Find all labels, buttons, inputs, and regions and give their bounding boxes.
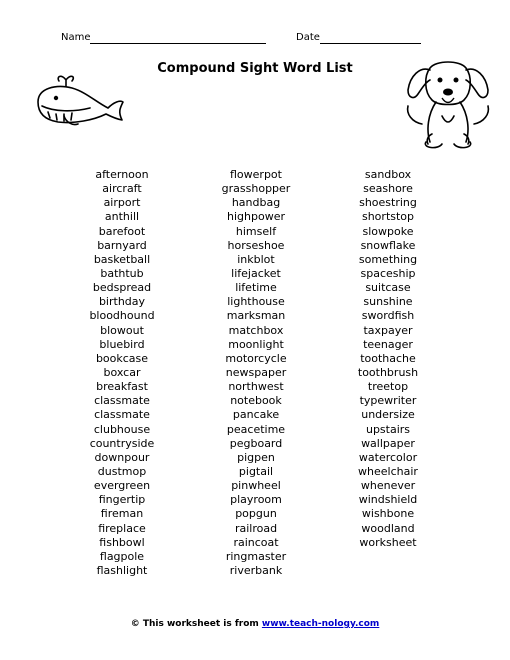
word-item: breakfast	[96, 380, 148, 394]
word-item: bookcase	[95, 351, 149, 365]
word-item: newspaper	[225, 365, 287, 379]
word-item: lifejacket	[231, 266, 281, 280]
word-item: clubhouse	[93, 422, 151, 436]
word-item: birthday	[98, 295, 146, 309]
word-item: sandbox	[364, 168, 412, 181]
word-item: shoestring	[359, 196, 417, 210]
word-item: boxcar	[103, 365, 141, 379]
word-item: bloodhound	[89, 309, 155, 323]
word-item: windshield	[358, 493, 418, 507]
word-item: bathtub	[100, 266, 144, 280]
word-item: popgun	[235, 507, 277, 521]
word-item: motorcycle	[225, 351, 287, 365]
word-item: himself	[235, 224, 277, 238]
name-label: Name	[61, 32, 91, 43]
word-item: lifetime	[235, 281, 277, 295]
word-column-1	[62, 168, 182, 578]
word-item: matchbox	[228, 323, 284, 337]
word-item: worksheet	[359, 535, 417, 549]
word-column-3	[328, 168, 448, 550]
word-item: horseshoe	[227, 238, 285, 252]
word-item: railroad	[234, 521, 278, 535]
word-item: pegboard	[229, 436, 283, 450]
footer-link[interactable]: www.teach-nology.com	[261, 619, 380, 629]
word-item: anthill	[104, 210, 140, 224]
word-item: bedspread	[92, 281, 152, 295]
word-item: spaceship	[360, 266, 416, 280]
date-label: Date	[296, 32, 320, 43]
word-item: wheelchair	[358, 464, 418, 478]
word-item: barnyard	[97, 238, 147, 252]
word-item: flowerpot	[230, 168, 282, 181]
word-item: grasshopper	[221, 182, 291, 196]
word-item: slowpoke	[362, 224, 414, 238]
date-blank-line[interactable]	[320, 43, 421, 44]
word-item: fishbowl	[99, 535, 145, 549]
word-item: lighthouse	[227, 295, 285, 309]
word-item: toothache	[360, 351, 416, 365]
word-item: shortstop	[361, 210, 415, 224]
word-item: toothbrush	[357, 365, 419, 379]
word-item: sunshine	[363, 295, 413, 309]
word-item: undersize	[361, 408, 415, 422]
word-item: wallpaper	[361, 436, 415, 450]
word-item: flashlight	[96, 563, 148, 577]
word-item: wishbone	[361, 507, 415, 521]
word-item: marksman	[226, 309, 286, 323]
word-item: pancake	[232, 408, 280, 422]
word-item: pigtail	[238, 464, 274, 478]
word-item: fireplace	[98, 521, 146, 535]
word-item: fingertip	[98, 493, 146, 507]
word-item: flagpole	[99, 549, 145, 563]
word-item: barefoot	[98, 224, 146, 238]
footer	[0, 618, 510, 630]
word-item: afternoon	[95, 168, 149, 181]
word-item: typewriter	[359, 394, 417, 408]
word-item: inkblot	[237, 252, 275, 266]
word-item: evergreen	[93, 479, 151, 493]
word-item: northwest	[228, 380, 284, 394]
word-item: taxpayer	[363, 323, 413, 337]
word-item: whenever	[360, 479, 416, 493]
word-item: classmate	[94, 394, 150, 408]
word-item: fireman	[100, 507, 144, 521]
word-item: watercolor	[358, 450, 418, 464]
word-item: woodland	[361, 521, 415, 535]
word-item: downpour	[94, 450, 150, 464]
name-blank-line[interactable]	[90, 43, 266, 44]
word-item: airport	[103, 196, 141, 210]
word-item: snowflake	[360, 238, 416, 252]
word-item: notebook	[230, 394, 282, 408]
page-title: Compound Sight Word List	[157, 61, 353, 76]
word-item: moonlight	[228, 337, 284, 351]
word-item: treetop	[367, 380, 409, 394]
word-item: highpower	[227, 210, 285, 224]
whale-illustration	[34, 72, 126, 132]
word-item: swordfish	[361, 309, 415, 323]
word-item: playroom	[230, 493, 282, 507]
word-item: ringmaster	[225, 549, 287, 563]
word-item: something	[358, 252, 418, 266]
word-item: basketball	[93, 252, 151, 266]
word-item: raincoat	[233, 535, 279, 549]
word-item: teenager	[363, 337, 413, 351]
word-item: upstairs	[365, 422, 411, 436]
word-item: countryside	[89, 436, 155, 450]
word-item: dustmop	[97, 464, 147, 478]
word-item: seashore	[363, 182, 413, 196]
word-item: peacetime	[226, 422, 286, 436]
word-item: aircraft	[102, 182, 142, 196]
word-item: pigpen	[237, 450, 275, 464]
footer-text: © This worksheet is from	[130, 619, 262, 629]
word-item: pinwheel	[231, 479, 281, 493]
word-column-2	[196, 168, 316, 578]
word-item: classmate	[94, 408, 150, 422]
word-item: handbag	[231, 196, 281, 210]
word-item: riverbank	[229, 563, 283, 577]
word-item: blowout	[100, 323, 144, 337]
word-item: suitcase	[365, 281, 411, 295]
dog-illustration	[402, 54, 494, 154]
word-item: bluebird	[99, 337, 145, 351]
